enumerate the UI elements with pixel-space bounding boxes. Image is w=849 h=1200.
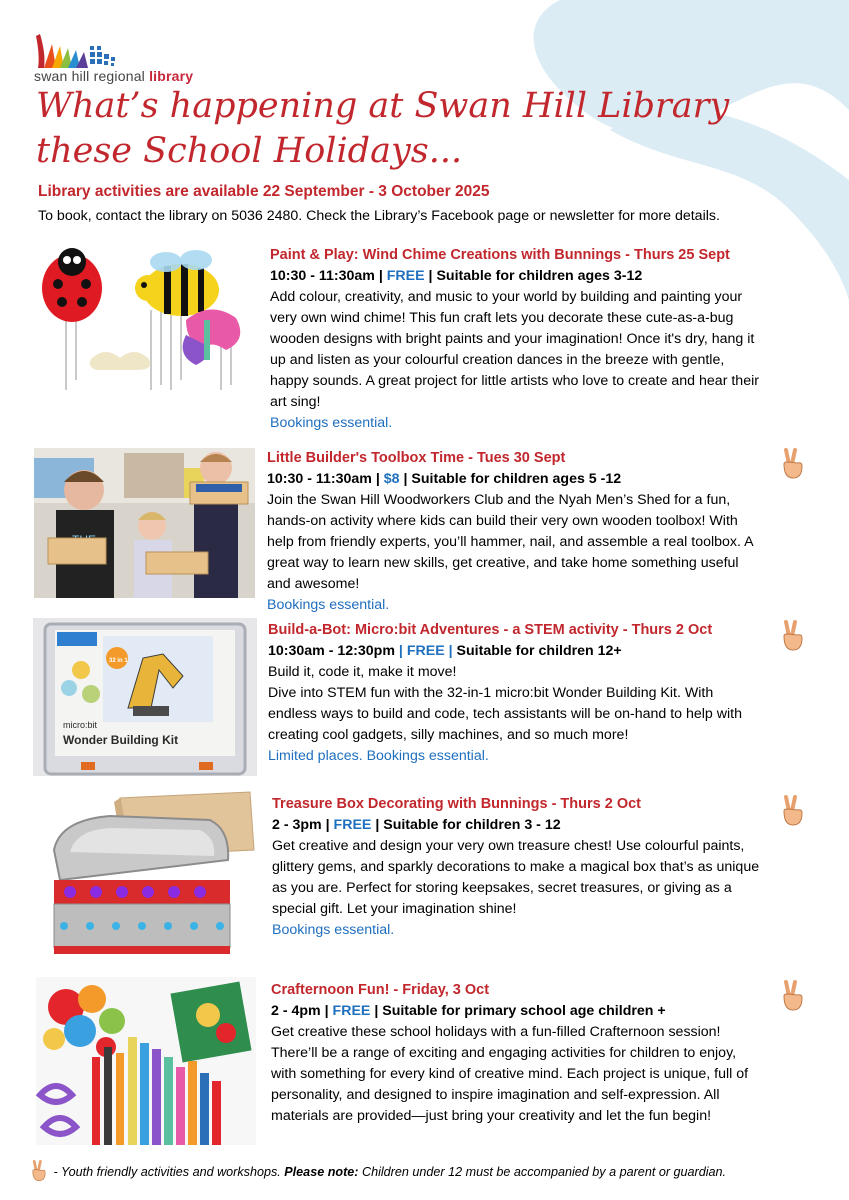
footer-note: - Youth friendly activities and workshops. Please note: Children under 12 must be accompanied by a parent or guardian.	[30, 1160, 726, 1182]
activity-dates: Library activities are available 22 September - 3 October 2025	[38, 183, 490, 200]
event-description: Join the Swan Hill Woodworkers Club and the Nyah Men’s Shed for a fun, hands-on activity where kids can build their very own wooden toolbox! With help from friendly experts, you’ll hammer, nail, and assemble a real toolbox. A great way to learn new skills, get creative, and take home something useful and awesome!	[267, 492, 754, 592]
event-microbit	[268, 620, 828, 767]
booking-note: Bookings essential.	[270, 415, 393, 431]
event-toolbox	[267, 448, 827, 616]
event-description: Add colour, creativity, and music to your world by building and painting your very own wind chime! This fun craft lets you decorate these cute-as-a-bug wooden designs with bright paints and your imagination! Once it's dry, hang it up and listen as your colourful creation dances in the breeze with gentle, happy sounds. A great project for little artists who love to create and hear their art sing!	[270, 289, 759, 410]
peace-hand-icon	[30, 1160, 48, 1182]
booking-contact: To book, contact the library on 5036 2480. Check the Library’s Facebook page or newsletter for more details.	[38, 208, 720, 224]
booking-note: Limited places. Bookings essential.	[268, 748, 489, 764]
treasure-box-image	[40, 790, 257, 968]
event-wind-chime	[270, 245, 830, 434]
event-description: Get creative and design your very own treasure chest! Use colourful paints, glittery gems, and sparkly decorations to make a magical box that’s as unique as you are. Perfect for storing keepsakes, secret treasures, or giving as a special gift. Let your imagination shine!	[272, 838, 760, 917]
event-meta: 2 - 4pm | FREE | Suitable for primary school age children +	[271, 1003, 666, 1019]
event-title: Little Builder's Toolbox Time - Tues 30 Sept	[267, 450, 566, 466]
event-title: Treasure Box Decorating with Bunnings - Thurs 2 Oct	[272, 796, 641, 812]
event-meta: 2 - 3pm | FREE | Suitable for children 3 - 12	[272, 817, 561, 833]
event-meta: 10:30 - 11:30am | $8 | Suitable for children ages 5 -12	[267, 471, 622, 487]
wind-chime-image	[36, 240, 258, 392]
microbit-kit-image	[33, 618, 257, 776]
kit-brand: micro:bit	[63, 720, 98, 730]
event-title: Build-a-Bot: Micro:bit Adventures - a STEM activity - Thurs 2 Oct	[268, 622, 713, 638]
kit-badge: 32 in 1	[109, 658, 128, 664]
event-meta: 10:30am - 12:30pm | FREE | Suitable for children 12+	[268, 643, 622, 659]
event-crafternoon	[271, 980, 831, 1127]
event-meta: 10:30 - 11:30am | FREE | Suitable for children ages 3-12	[270, 268, 643, 284]
event-description: Build it, code it, make it move! Dive into STEM fun with the 32-in-1 micro:bit Wonder Building Kit. With endless ways to build and code, tech assistants will be on-hand to help with creating cool gadgets, silly machines, and so much more!	[268, 664, 742, 743]
kit-title: Wonder Building Kit	[63, 733, 179, 747]
page-title: What’s happening at Swan Hill Library these School Holidays...	[36, 86, 730, 171]
event-title: Crafternoon Fun! - Friday, 3 Oct	[271, 982, 490, 998]
event-treasure-box	[272, 794, 832, 941]
toolbox-kids-image	[34, 448, 255, 598]
booking-note: Bookings essential.	[272, 922, 395, 938]
craft-supplies-image	[36, 977, 256, 1145]
booking-note: Bookings essential.	[267, 597, 390, 613]
event-title: Paint & Play: Wind Chime Creations with Bunnings - Thurs 25 Sept	[270, 247, 730, 263]
event-description: Get creative these school holidays with a fun-filled Crafternoon session! There’ll be a range of exciting and engaging activities for children to enjoy, with something for every kind of creative mind. Each project is unique, full of personality, and designed to inspire imagination and self-expression. All materials are provided—just bring your creativity and let the fun begin!	[271, 1024, 749, 1124]
library-name: swan hill regional library	[34, 68, 194, 84]
